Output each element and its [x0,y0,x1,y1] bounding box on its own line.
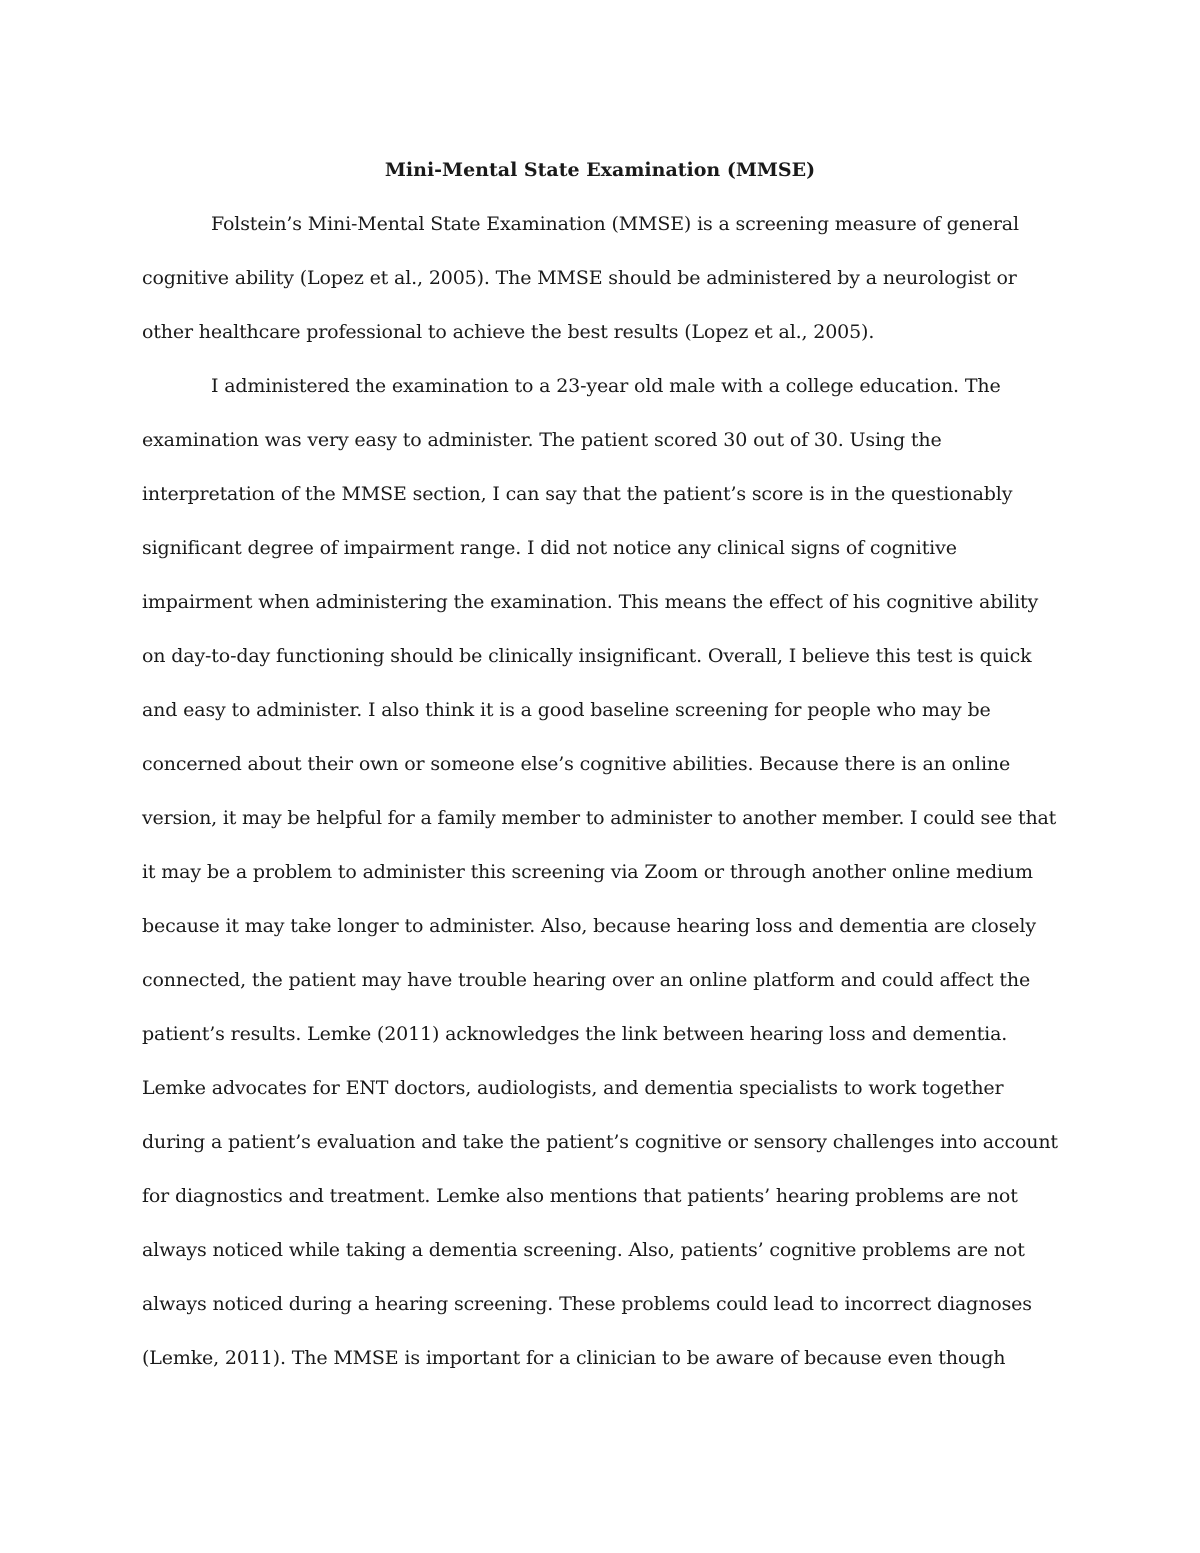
paragraph-line: I administered the examination to a 23-year old male with a college education. The [211,375,1001,397]
paragraph-line: and easy to administer. I also think it is a good baseline screening for people who may be [142,699,991,721]
paragraph-line: version, it may be helpful for a family member to administer to another member. I could see that [142,807,1057,829]
paragraph-line: significant degree of impairment range. I did not notice any clinical signs of cognitive [142,537,957,559]
paragraph-line: it may be a problem to administer this screening via Zoom or through another online medium [142,861,1033,883]
paragraph-line: cognitive ability (Lopez et al., 2005). The MMSE should be administered by a neurologist or [142,267,1017,289]
paragraph-line: during a patient’s evaluation and take the patient’s cognitive or sensory challenges into account [142,1131,1058,1153]
document-title: Mini-Mental State Examination (MMSE) [384,159,816,181]
paragraph-line: because it may take longer to administer. Also, because hearing loss and dementia are closely [142,915,1036,937]
paragraph-line: always noticed while taking a dementia screening. Also, patients’ cognitive problems are not [142,1239,1025,1261]
paragraph-line: concerned about their own or someone else’s cognitive abilities. Because there is an online [142,753,1011,775]
paragraph-line: for diagnostics and treatment. Lemke also mentions that patients’ hearing problems are not [142,1185,1018,1207]
paragraph-line: other healthcare professional to achieve the best results (Lopez et al., 2005). [142,321,875,343]
paragraph-line: patient’s results. Lemke (2011) acknowledges the link between hearing loss and dementia. [142,1023,1008,1045]
paragraph-line: connected, the patient may have trouble hearing over an online platform and could affect the [142,969,1031,991]
paragraph-line: always noticed during a hearing screening. These problems could lead to incorrect diagnoses [142,1293,1032,1315]
paragraph-line: examination was very easy to administer. The patient scored 30 out of 30. Using the [142,429,942,451]
paragraph-line: interpretation of the MMSE section, I can say that the patient’s score is in the questionably [142,483,1013,505]
paragraph-line: Folstein’s Mini-Mental State Examination (MMSE) is a screening measure of general [211,213,1019,235]
paragraph-line: on day-to-day functioning should be clinically insignificant. Overall, I believe this test is quick [142,645,1032,667]
paragraph-line: (Lemke, 2011). The MMSE is important for a clinician to be aware of because even though [142,1347,1006,1369]
paragraph-line: Lemke advocates for ENT doctors, audiologists, and dementia specialists to work together [142,1077,1004,1099]
paragraph-line: impairment when administering the examination. This means the effect of his cognitive ability [142,591,1039,613]
